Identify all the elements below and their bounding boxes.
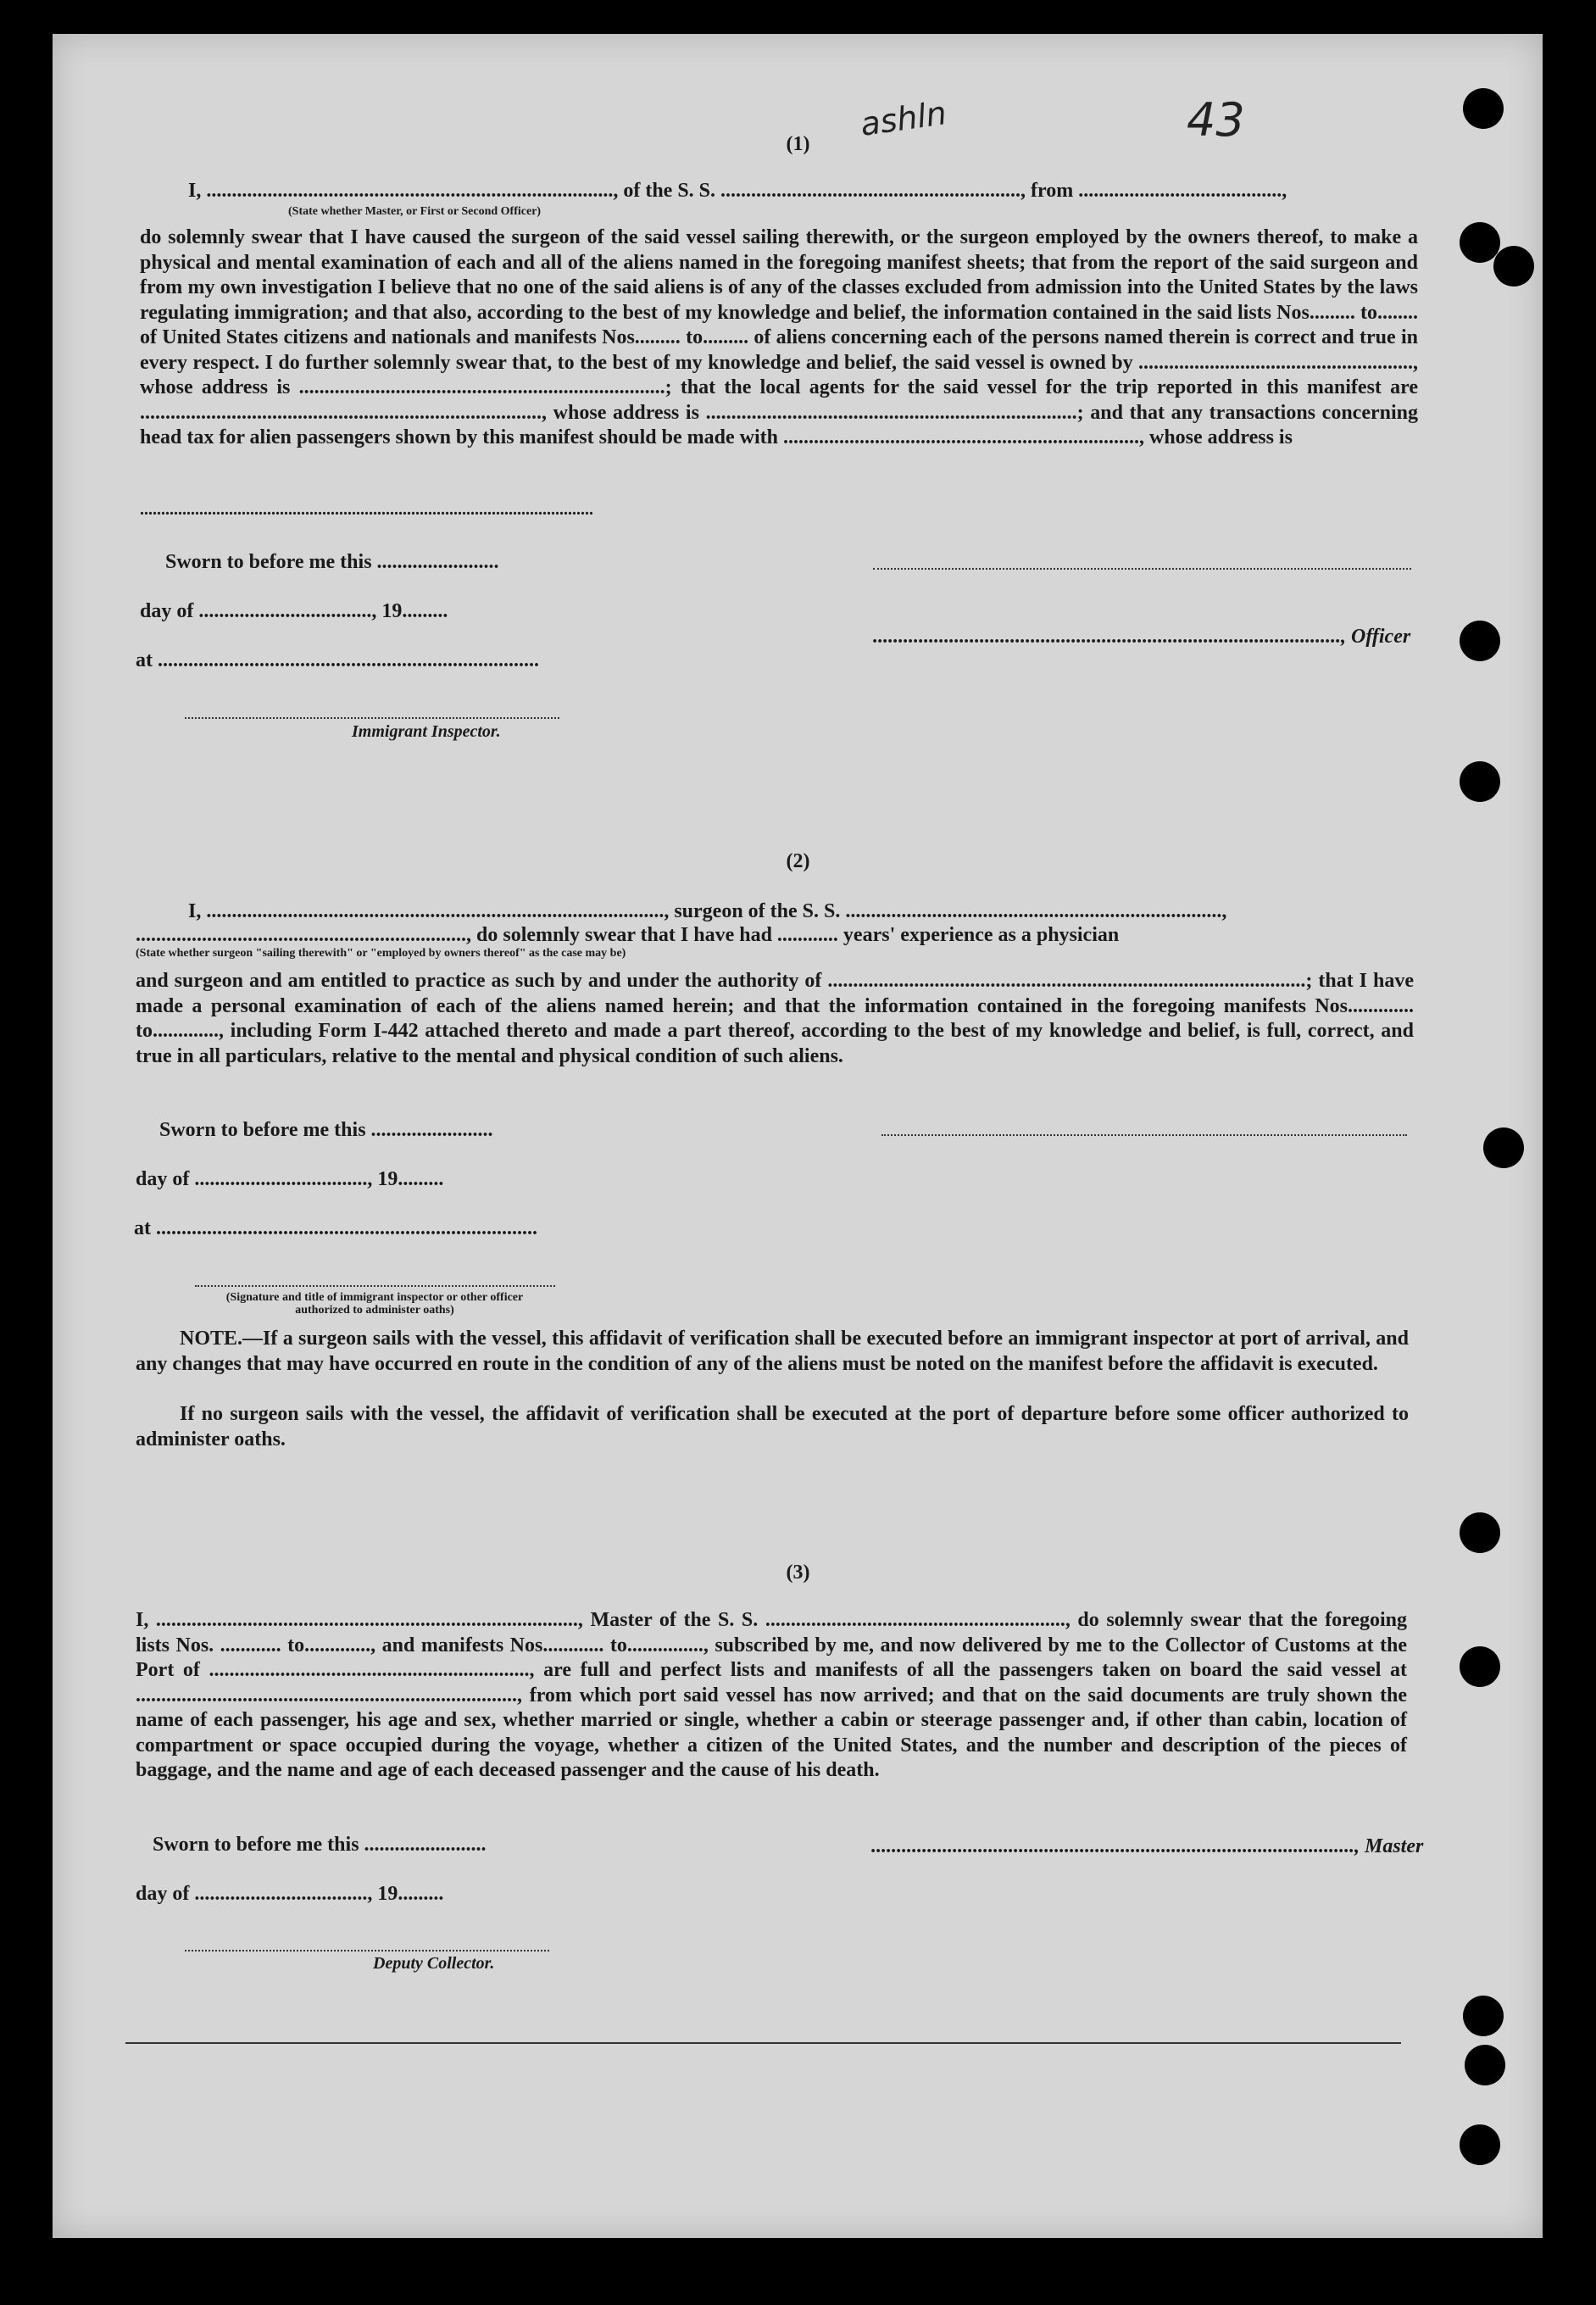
- punch-hole-icon: [1460, 761, 1500, 802]
- punch-hole-icon: [1463, 1996, 1504, 2036]
- section-1-officer-line: ............................................................................................, Officer: [873, 626, 1411, 648]
- punch-hole-icon: [1460, 1512, 1500, 1553]
- section-2-body: and surgeon and am entitled to practice as such by and under the authority of ..............................................................................................; that I have made a personal examination of each of the aliens named herein; and that the information contained in the foregoing manifests Nos............. to............., including Form I-442 attached thereto and made a part thereof, according to the best of my knowledge and belief, is full, correct, and true in all particulars, relative to the mental and physical condition of such aliens.: [136, 970, 1414, 1067]
- bottom-rule: [125, 2042, 1401, 2044]
- handwritten-page-number: 43: [1187, 93, 1245, 147]
- punch-hole-icon: [1460, 2124, 1500, 2165]
- punch-hole-icon: [1463, 88, 1504, 129]
- section-1-officer-note: (State whether Master, or First or Second Officer): [288, 205, 542, 218]
- section-2-note-1: NOTE.—If a surgeon sails with the vessel, this affidavit of verification shall be executed before an immigrant inspector at port of arrival, and any changes that may have occurred en route in the condition of any of the aliens must be noted on the manifest before the affidavit is executed.: [136, 1328, 1409, 1375]
- section-1-body: do solemnly swear that I have caused the surgeon of the said vessel sailing therewith, or the surgeon employed by the owners thereof, to make a physical and mental examination of each and all of the aliens named in the foregoing manifest sheets; that from the report of the said surgeon and from my own investigation I believe that no one of the said aliens is of any of the classes excluded from admission into the United States by the laws regulating immigration; and that also, according to the best of my knowledge and belief, the information contained in the said lists Nos......... to........ of United States citizens and nationals and manifests Nos......... to......... of aliens concerning each of the persons named therein is correct and true in every respect. I do further solemnly swear that, to the best of my knowledge and belief, the said vessel is owned by ......................................................, whose address is ........................................................................; that the local agents for the said vessel for the trip reported in this manifest are ..............................................................................., whose address is .........................................................................; and that any transactions concerning head tax for alien passengers shown by this manifest should be made with ......................................................................, whose address is: [140, 226, 1418, 448]
- section-2-at: at ...........................................................................: [134, 1217, 537, 1239]
- section-2-day: day of .................................., 19.........: [136, 1168, 444, 1190]
- section-1-oath-line: I, ................................................................................, of the S. S. ..........................................................., from ........................................,: [188, 180, 1287, 202]
- punch-hole-icon: [1493, 246, 1534, 287]
- section-3-day: day of .................................., 19.........: [136, 1883, 444, 1905]
- section-1-officer-signature-line: [873, 568, 1411, 570]
- section-3-heading: (3): [786, 1562, 810, 1584]
- section-2-heading: (2): [786, 850, 810, 872]
- punch-hole-icon: [1460, 621, 1500, 661]
- section-2-surgeon-signature-line: [881, 1134, 1407, 1136]
- section-1-inspector-signature-line: [185, 717, 559, 719]
- section-3-collector-signature-line: [185, 1950, 549, 1951]
- section-2-inspector-signature-line: [195, 1285, 555, 1287]
- section-2-surgeon-line: I, .........................................................................................., surgeon of the S. S. ..........................................................................,: [188, 900, 1227, 922]
- section-1-day: day of .................................., 19.........: [140, 600, 448, 622]
- section-3-master-line: ..............................................................................................., Master: [871, 1835, 1424, 1857]
- punch-hole-icon: [1460, 1646, 1500, 1687]
- punch-hole-icon: [1460, 222, 1500, 263]
- section-1-body-end: ...........................................................................................................: [140, 500, 593, 519]
- section-1-heading: (1): [786, 133, 810, 155]
- section-2-sworn: Sworn to before me this ........................: [159, 1119, 493, 1141]
- section-3-collector-label: Deputy Collector.: [373, 1954, 495, 1973]
- section-1-inspector-label: Immigrant Inspector.: [352, 722, 501, 741]
- punch-hole-icon: [1465, 2045, 1505, 2085]
- section-2-surgeon-note: (State whether surgeon "sailing therewith" or "employed by owners thereof" as the case may be): [136, 947, 626, 960]
- section-3-sworn: Sworn to before me this ........................: [153, 1834, 487, 1856]
- section-1-at: at ...........................................................................: [136, 649, 539, 671]
- punch-hole-icon: [1483, 1127, 1524, 1168]
- section-2-signature-note: (Signature and title of immigrant inspector or other officer authorized to administer oaths): [225, 1291, 524, 1317]
- section-2-experience-line: ................................................................., do solemnly swear that I have had ............ years' experience as a physician: [136, 924, 1120, 946]
- section-1-sworn: Sworn to before me this ........................: [165, 551, 499, 573]
- handwritten-initials: ashln: [858, 94, 949, 143]
- section-3-body: I, ..................................................................................., Master of the S. S. ..........................................................., do solemnly swear that the foregoing lists Nos. ............ to............., and manifests Nos............ to..............., subscribed by me, and now delivered by me to the Collector of Customs at the Port of ..............................................................., are full and perfect lists and manifests of all the passengers taken on board the said vessel at ..........................................................................., from which port said vessel has now arrived; and that on the said documents are truly shown the name of each passenger, his age and sex, whether married or single, whether a cabin or steerage passenger and, if other than cabin, location of compartment or space occupied during the voyage, whether a citizen of the United States, and the number and description of the pieces of baggage, and the name and age of each deceased passenger and the cause of his death.: [136, 1609, 1407, 1781]
- section-2-note-2: If no surgeon sails with the vessel, the affidavit of verification shall be executed at the port of departure before some officer authorized to administer oaths.: [136, 1403, 1409, 1450]
